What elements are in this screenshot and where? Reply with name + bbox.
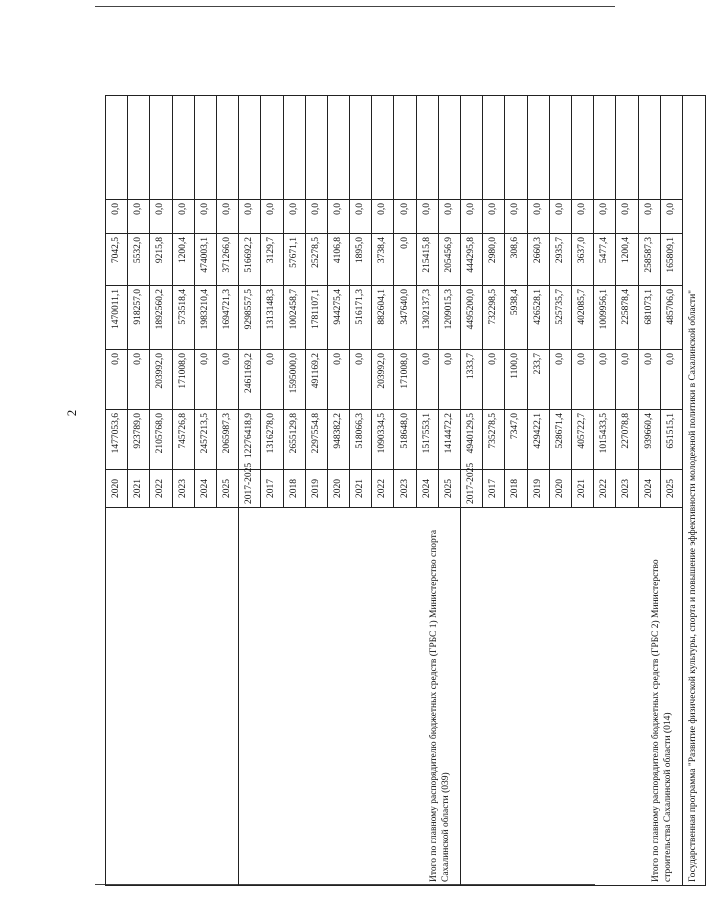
value-cell-c1: 1477053,6 bbox=[106, 410, 128, 470]
value-cell-c1: 948382,2 bbox=[327, 410, 349, 470]
value-cell-c2: 0,0 bbox=[261, 350, 283, 410]
value-cell-c3: 1892560,2 bbox=[150, 286, 172, 350]
value-cell-c2: 203992,0 bbox=[372, 350, 394, 410]
value-cell-c2: 491169,2 bbox=[305, 350, 327, 410]
value-cell-c4: 215415,8 bbox=[416, 234, 438, 286]
value-cell-c3: 1470011,1 bbox=[106, 286, 128, 350]
year-cell: 2024 bbox=[638, 470, 660, 508]
year-cell: 2020 bbox=[549, 470, 571, 508]
empty-cell bbox=[549, 96, 571, 200]
value-cell-c5: 0,0 bbox=[483, 200, 505, 234]
year-cell: 2021 bbox=[571, 470, 593, 508]
year-cell: 2022 bbox=[594, 470, 616, 508]
value-cell-c3: 681073,1 bbox=[638, 286, 660, 350]
empty-cell bbox=[527, 96, 549, 200]
value-cell-c2: 0,0 bbox=[660, 350, 682, 410]
empty-cell bbox=[350, 96, 372, 200]
value-cell-c2: 0,0 bbox=[216, 350, 238, 410]
empty-cell bbox=[150, 96, 172, 200]
value-cell-c3: 9298557,5 bbox=[239, 286, 261, 350]
year-cell: 2023 bbox=[616, 470, 638, 508]
table-row bbox=[106, 96, 128, 886]
empty-cell bbox=[638, 96, 660, 200]
value-cell-c1: 2655129,8 bbox=[283, 410, 305, 470]
table-row bbox=[239, 96, 261, 886]
value-cell-c4: 5477,4 bbox=[594, 234, 616, 286]
value-cell-c5: 0,0 bbox=[283, 200, 305, 234]
value-cell-c3: 426528,1 bbox=[527, 286, 549, 350]
year-cell: 2019 bbox=[305, 470, 327, 508]
year-cell: 2017 bbox=[261, 470, 283, 508]
value-cell-c1: 405722,7 bbox=[571, 410, 593, 470]
value-cell-c4: 2935,7 bbox=[549, 234, 571, 286]
value-cell-c1: 1414472,2 bbox=[438, 410, 460, 470]
value-cell-c1: 12276418,9 bbox=[239, 410, 261, 470]
value-cell-c3: 882604,1 bbox=[372, 286, 394, 350]
value-cell-c2: 0,0 bbox=[194, 350, 216, 410]
value-cell-c3: 4495200,0 bbox=[461, 286, 483, 350]
value-cell-c1: 528671,4 bbox=[549, 410, 571, 470]
year-cell: 2018 bbox=[505, 470, 527, 508]
value-cell-c5: 0,0 bbox=[527, 200, 549, 234]
value-cell-c2: 0,0 bbox=[416, 350, 438, 410]
previous-section-label bbox=[106, 508, 239, 886]
value-cell-c1: 745726,8 bbox=[172, 410, 194, 470]
empty-cell bbox=[394, 96, 416, 200]
value-cell-c4: 25278,5 bbox=[305, 234, 327, 286]
value-cell-c1: 4940129,5 bbox=[461, 410, 483, 470]
year-cell: 2020 bbox=[106, 470, 128, 508]
value-cell-c3: 1781107,1 bbox=[305, 286, 327, 350]
value-cell-c1: 2457213,5 bbox=[194, 410, 216, 470]
value-cell-c1: 1316278,0 bbox=[261, 410, 283, 470]
value-cell-c4: 3129,7 bbox=[261, 234, 283, 286]
empty-cell bbox=[461, 96, 483, 200]
program-row bbox=[682, 96, 705, 886]
value-cell-c1: 923789,0 bbox=[128, 410, 150, 470]
value-cell-c2: 0,0 bbox=[327, 350, 349, 410]
value-cell-c1: 518648,0 bbox=[394, 410, 416, 470]
value-cell-c4: 474003,1 bbox=[194, 234, 216, 286]
value-cell-c4: 9215,8 bbox=[150, 234, 172, 286]
value-cell-c1: 2297554,8 bbox=[305, 410, 327, 470]
empty-cell bbox=[438, 96, 460, 200]
page-number: 2 bbox=[64, 409, 79, 417]
value-cell-c3: 225878,4 bbox=[616, 286, 638, 350]
value-cell-c3: 347640,0 bbox=[394, 286, 416, 350]
value-cell-c2: 0,0 bbox=[106, 350, 128, 410]
year-cell: 2025 bbox=[438, 470, 460, 508]
year-cell: 2017-2025 bbox=[461, 470, 483, 508]
value-cell-c2: 2461169,2 bbox=[239, 350, 261, 410]
value-cell-c4: 308,6 bbox=[505, 234, 527, 286]
value-cell-c3: 1302137,3 bbox=[416, 286, 438, 350]
empty-cell bbox=[128, 96, 150, 200]
value-cell-c3: 732298,5 bbox=[483, 286, 505, 350]
value-cell-c5: 0,0 bbox=[194, 200, 216, 234]
value-cell-c5: 0,0 bbox=[261, 200, 283, 234]
year-cell: 2025 bbox=[216, 470, 238, 508]
value-cell-c2: 0,0 bbox=[350, 350, 372, 410]
value-cell-c4: 444295,8 bbox=[461, 234, 483, 286]
value-cell-c4: 0,0 bbox=[394, 234, 416, 286]
value-cell-c3: 1002458,7 bbox=[283, 286, 305, 350]
empty-cell bbox=[372, 96, 394, 200]
value-cell-c5: 0,0 bbox=[394, 200, 416, 234]
table-row bbox=[461, 96, 483, 886]
value-cell-c2: 0,0 bbox=[638, 350, 660, 410]
year-cell: 2024 bbox=[194, 470, 216, 508]
year-cell: 2023 bbox=[394, 470, 416, 508]
empty-cell bbox=[616, 96, 638, 200]
value-cell-c3: 485706,0 bbox=[660, 286, 682, 350]
value-cell-c5: 0,0 bbox=[660, 200, 682, 234]
value-cell-c2: 0,0 bbox=[438, 350, 460, 410]
value-cell-c2: 171008,0 bbox=[394, 350, 416, 410]
value-cell-c5: 0,0 bbox=[571, 200, 593, 234]
value-cell-c3: 1694721,3 bbox=[216, 286, 238, 350]
value-cell-c2: 171008,0 bbox=[172, 350, 194, 410]
year-cell: 2021 bbox=[350, 470, 372, 508]
value-cell-c5: 0,0 bbox=[305, 200, 327, 234]
scan-edge-line-top bbox=[95, 6, 615, 7]
empty-cell bbox=[106, 96, 128, 200]
budget-table bbox=[105, 95, 706, 886]
year-cell: 2020 bbox=[327, 470, 349, 508]
value-cell-c5: 0,0 bbox=[172, 200, 194, 234]
empty-cell bbox=[660, 96, 682, 200]
value-cell-c4: 258587,3 bbox=[638, 234, 660, 286]
value-cell-c2: 233,7 bbox=[527, 350, 549, 410]
value-cell-c3: 573518,4 bbox=[172, 286, 194, 350]
year-cell: 2022 bbox=[150, 470, 172, 508]
value-cell-c4: 57671,1 bbox=[283, 234, 305, 286]
value-cell-c4: 165809,1 bbox=[660, 234, 682, 286]
value-cell-c1: 429422,1 bbox=[527, 410, 549, 470]
budget-table-sheet bbox=[105, 96, 699, 886]
empty-cell bbox=[416, 96, 438, 200]
value-cell-c2: 0,0 bbox=[594, 350, 616, 410]
value-cell-c2: 1100,0 bbox=[505, 350, 527, 410]
value-cell-c4: 7042,5 bbox=[106, 234, 128, 286]
group2-label: Итого по главному распорядителю бюджетных средств (ГРБС 2) Министерство строительства Сахалинской области (014) bbox=[461, 508, 683, 886]
year-cell: 2018 bbox=[283, 470, 305, 508]
budget-table-body bbox=[106, 96, 706, 886]
value-cell-c2: 0,0 bbox=[128, 350, 150, 410]
value-cell-c5: 0,0 bbox=[239, 200, 261, 234]
empty-cell bbox=[261, 96, 283, 200]
program-label: Государственная программа "Развитие физической культуры, спорта и повышение эффективности молодежной политики в Сахалинской области" bbox=[682, 96, 705, 886]
empty-cell bbox=[194, 96, 216, 200]
value-cell-c1: 1517553,1 bbox=[416, 410, 438, 470]
value-cell-c4: 1200,4 bbox=[172, 234, 194, 286]
empty-cell bbox=[594, 96, 616, 200]
value-cell-c2: 1333,7 bbox=[461, 350, 483, 410]
value-cell-c3: 1209015,3 bbox=[438, 286, 460, 350]
year-cell: 2017 bbox=[483, 470, 505, 508]
year-cell: 2017-2025 bbox=[239, 470, 261, 508]
empty-cell bbox=[305, 96, 327, 200]
value-cell-c1: 735278,5 bbox=[483, 410, 505, 470]
value-cell-c1: 518066,3 bbox=[350, 410, 372, 470]
value-cell-c1: 939660,4 bbox=[638, 410, 660, 470]
empty-cell bbox=[283, 96, 305, 200]
value-cell-c4: 4106,8 bbox=[327, 234, 349, 286]
value-cell-c2: 0,0 bbox=[549, 350, 571, 410]
value-cell-c2: 0,0 bbox=[571, 350, 593, 410]
year-cell: 2023 bbox=[172, 470, 194, 508]
value-cell-c1: 227078,8 bbox=[616, 410, 638, 470]
empty-cell bbox=[505, 96, 527, 200]
group1-label: Итого по главному распорядителю бюджетных средств (ГРБС 1) Министерство спорта Сахалинской области (039) bbox=[239, 508, 461, 886]
empty-cell bbox=[172, 96, 194, 200]
empty-cell bbox=[216, 96, 238, 200]
value-cell-c3: 402085,7 bbox=[571, 286, 593, 350]
value-cell-c4: 516692,2 bbox=[239, 234, 261, 286]
value-cell-c4: 1200,4 bbox=[616, 234, 638, 286]
value-cell-c3: 5938,4 bbox=[505, 286, 527, 350]
value-cell-c4: 5532,0 bbox=[128, 234, 150, 286]
value-cell-c3: 944275,4 bbox=[327, 286, 349, 350]
year-cell: 2024 bbox=[416, 470, 438, 508]
value-cell-c5: 0,0 bbox=[372, 200, 394, 234]
value-cell-c5: 0,0 bbox=[350, 200, 372, 234]
empty-cell bbox=[327, 96, 349, 200]
value-cell-c2: 0,0 bbox=[616, 350, 638, 410]
value-cell-c5: 0,0 bbox=[594, 200, 616, 234]
value-cell-c3: 1983210,4 bbox=[194, 286, 216, 350]
value-cell-c5: 0,0 bbox=[106, 200, 128, 234]
value-cell-c4: 2660,3 bbox=[527, 234, 549, 286]
value-cell-c4: 2980,0 bbox=[483, 234, 505, 286]
year-cell: 2025 bbox=[660, 470, 682, 508]
value-cell-c1: 1090334,5 bbox=[372, 410, 394, 470]
value-cell-c5: 0,0 bbox=[616, 200, 638, 234]
value-cell-c4: 205456,9 bbox=[438, 234, 460, 286]
empty-cell bbox=[483, 96, 505, 200]
value-cell-c3: 1313148,3 bbox=[261, 286, 283, 350]
value-cell-c1: 651515,1 bbox=[660, 410, 682, 470]
value-cell-c5: 0,0 bbox=[549, 200, 571, 234]
value-cell-c4: 1895,0 bbox=[350, 234, 372, 286]
year-cell: 2019 bbox=[527, 470, 549, 508]
value-cell-c5: 0,0 bbox=[505, 200, 527, 234]
value-cell-c3: 525735,7 bbox=[549, 286, 571, 350]
year-cell: 2022 bbox=[372, 470, 394, 508]
value-cell-c3: 516171,3 bbox=[350, 286, 372, 350]
value-cell-c1: 2105768,0 bbox=[150, 410, 172, 470]
value-cell-c5: 0,0 bbox=[216, 200, 238, 234]
value-cell-c1: 7347,0 bbox=[505, 410, 527, 470]
value-cell-c4: 371266,0 bbox=[216, 234, 238, 286]
value-cell-c5: 0,0 bbox=[438, 200, 460, 234]
value-cell-c1: 1015433,5 bbox=[594, 410, 616, 470]
value-cell-c2: 203992,0 bbox=[150, 350, 172, 410]
value-cell-c1: 2065987,3 bbox=[216, 410, 238, 470]
value-cell-c2: 1595000,0 bbox=[283, 350, 305, 410]
value-cell-c5: 0,0 bbox=[327, 200, 349, 234]
value-cell-c5: 0,0 bbox=[638, 200, 660, 234]
empty-cell bbox=[571, 96, 593, 200]
empty-cell bbox=[239, 96, 261, 200]
value-cell-c4: 3738,4 bbox=[372, 234, 394, 286]
value-cell-c5: 0,0 bbox=[461, 200, 483, 234]
value-cell-c5: 0,0 bbox=[416, 200, 438, 234]
value-cell-c4: 3637,0 bbox=[571, 234, 593, 286]
year-cell: 2021 bbox=[128, 470, 150, 508]
value-cell-c2: 0,0 bbox=[483, 350, 505, 410]
value-cell-c5: 0,0 bbox=[150, 200, 172, 234]
value-cell-c3: 1009956,1 bbox=[594, 286, 616, 350]
value-cell-c5: 0,0 bbox=[128, 200, 150, 234]
value-cell-c3: 918257,0 bbox=[128, 286, 150, 350]
